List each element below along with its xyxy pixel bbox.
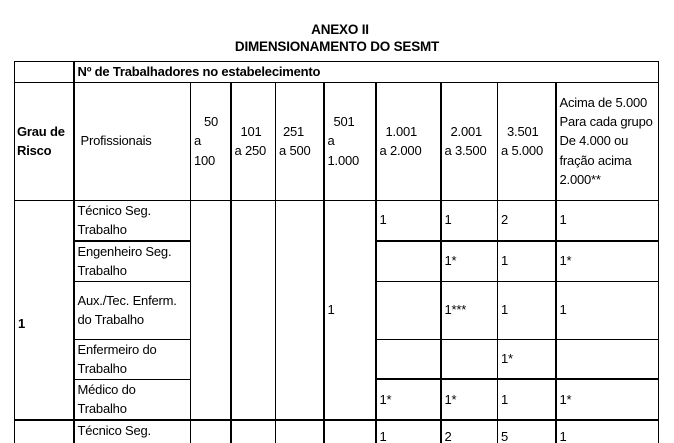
col-50-100-line2: a [194, 133, 202, 149]
col-3501-5000-header [498, 82, 556, 200]
c2001-3500-cell: 1 [441, 200, 498, 241]
acima-5000-cell: 1 [556, 281, 659, 339]
c3501-5000-cell: 1 [498, 241, 556, 282]
profissional-cell: Técnico Seg. [74, 420, 191, 443]
col-501-1000-header [324, 82, 376, 200]
col-101-250-line2: a 250 [234, 143, 267, 158]
col-101-250-line1: 101 [240, 123, 262, 139]
c251-500-cell [276, 200, 324, 420]
column-header-row [15, 82, 659, 200]
col-2001-3500-line2: a 3.500 [444, 143, 487, 158]
profissional-cell: Técnico Seg. Trabalho [74, 200, 191, 241]
col-1001-2000-header [376, 82, 441, 200]
grau-de-risco-header: Grau de Risco [15, 82, 74, 200]
c2001-3500-cell: 2 [441, 420, 498, 443]
c50-100-cell [191, 420, 231, 443]
col-50-100-line3: 100 [194, 152, 216, 168]
table-row [15, 420, 659, 443]
col-2001-3500-line1: 2.001 [450, 123, 483, 139]
c1001-2000-cell: 1 [376, 420, 441, 443]
c2001-3500-cell: 1*** [441, 281, 498, 339]
document-title: ANEXO II [311, 22, 369, 37]
c3501-5000-cell: 1 [498, 379, 556, 420]
c3501-5000-cell: 2 [498, 200, 556, 241]
profissional-cell: Aux./Tec. Enferm. do Trabalho [74, 281, 191, 339]
col-251-500-line2: a 500 [279, 143, 311, 158]
col-3501-5000-line2: a 5.000 [501, 143, 543, 158]
col-1001-2000-line2: a 2.000 [379, 143, 422, 158]
profissional-cell: Médico do Trabalho [74, 379, 191, 420]
c101-250-cell [231, 200, 276, 420]
col-1001-2000-line1: 1.001 [385, 123, 418, 139]
c1001-2000-cell: 1* [376, 379, 441, 420]
acima-5000-cell [556, 339, 659, 379]
grau-de-risco-cell: 1 [15, 200, 74, 420]
profissional-cell: Enfermeiro do Trabalho [74, 339, 191, 379]
col-501-1000-line1: 501 [333, 113, 355, 129]
profissionais-header: Profissionais [74, 82, 191, 200]
c1001-2000-cell [376, 339, 441, 379]
c50-100-cell [191, 200, 231, 420]
c3501-5000-cell: 1* [498, 339, 556, 379]
c501-1000-cell [324, 420, 376, 443]
group-header-row [15, 62, 659, 83]
col-3501-5000-line1: 3.501 [507, 123, 539, 139]
document-subtitle: DIMENSIONAMENTO DO SESMT [234, 39, 440, 54]
empty-corner-cell [15, 62, 74, 83]
c2001-3500-cell: 1* [441, 379, 498, 420]
grau-de-risco-cell [15, 420, 74, 443]
sesmt-table [14, 61, 659, 443]
c101-250-cell [231, 420, 276, 443]
acima-5000-cell: 1* [556, 379, 659, 420]
profissional-cell: Engenheiro Seg. Trabalho [74, 241, 191, 282]
c3501-5000-cell: 1 [498, 281, 556, 339]
col-2001-3500-header [441, 82, 498, 200]
table-row [15, 200, 659, 241]
acima-5000-cell: 1 [556, 420, 659, 443]
col-101-250-header [231, 82, 276, 200]
col-50-100-header [191, 82, 231, 200]
workers-count-header: Nº de Trabalhadores no estabelecimento [74, 62, 659, 83]
col-501-1000-line3: 1.000 [327, 152, 360, 168]
c2001-3500-cell [441, 339, 498, 379]
col-501-1000-line2: a [327, 133, 335, 149]
c501-1000-cell: 1 [324, 200, 376, 420]
acima-5000-cell: 1 [556, 200, 659, 241]
c251-500-cell [276, 420, 324, 443]
c2001-3500-cell: 1* [441, 241, 498, 282]
c1001-2000-cell [376, 281, 441, 339]
col-acima-5000-header: Acima de 5.000 Para cada grupo De 4.000 ou fração acima 2.000** [556, 82, 659, 200]
col-251-500-header [276, 82, 324, 200]
col-251-500-line1: 251 [283, 123, 305, 139]
c1001-2000-cell: 1 [376, 200, 441, 241]
col-50-100-line1: 50 [204, 113, 219, 129]
acima-5000-cell: 1* [556, 241, 659, 282]
c3501-5000-cell: 5 [498, 420, 556, 443]
c1001-2000-cell [376, 241, 441, 282]
